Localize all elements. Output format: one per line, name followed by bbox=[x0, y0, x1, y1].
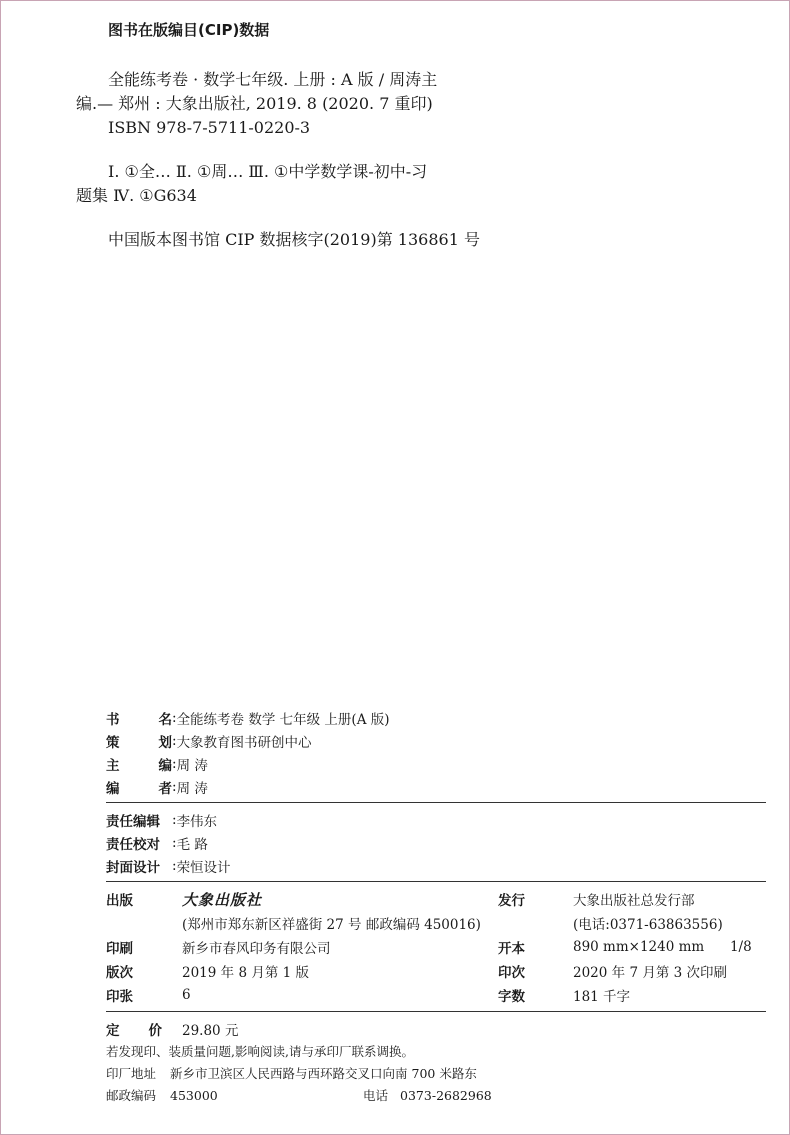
proofreader-value: 毛 路 bbox=[176, 836, 208, 853]
word-count-value: 181 千字 bbox=[573, 989, 631, 1005]
field-label: 邮政编码 bbox=[106, 1087, 157, 1103]
divider bbox=[106, 1011, 766, 1012]
field-label: 印厂地址 bbox=[106, 1065, 157, 1081]
footer-notes bbox=[106, 1040, 766, 1106]
cip-title: 图书在版编目(CIP)数据 bbox=[108, 21, 270, 39]
publisher-address: (郑州市郑东新区祥盛街 27 号 邮政编码 450016) bbox=[182, 917, 481, 933]
colophon bbox=[106, 706, 766, 1106]
chief-editor-value: 周 涛 bbox=[176, 757, 208, 774]
cip-classification: 题集 Ⅳ. ①G634 bbox=[76, 186, 197, 205]
responsible-editor-value: 李伟东 bbox=[176, 813, 218, 830]
cip-isbn: ISBN 978-7-5711-0220-3 bbox=[108, 118, 311, 137]
field-label: 发行 bbox=[498, 893, 525, 909]
field-label: 书 名 bbox=[106, 711, 172, 728]
editor-value: 周 涛 bbox=[176, 780, 208, 797]
quality-notice: 若发现印、装质量问题,影响阅读,请与承印厂联系调换。 bbox=[106, 1043, 414, 1059]
distributor-value: 大象出版社总发行部 bbox=[573, 893, 695, 909]
book-row: 编 者 : 周 涛 bbox=[106, 778, 208, 797]
factory-phone: 0373-2682968 bbox=[400, 1087, 492, 1103]
cip-line: 编.— 郑州 : 大象出版社, 2019. 8 (2020. 7 重印) bbox=[76, 94, 433, 113]
book-title-value: 全能练考卷 数学 七年级 上册(A 版) bbox=[176, 711, 390, 728]
divider bbox=[106, 802, 766, 803]
edition-value: 2019 年 8 月第 1 版 bbox=[182, 965, 309, 981]
field-label: 策 划 bbox=[106, 734, 172, 751]
editor-row: 责任编辑 : 李伟东 bbox=[106, 811, 218, 830]
printing-value: 2020 年 7 月第 3 次印刷 bbox=[573, 965, 727, 981]
format-value: 890 mm×1240 mm 1/8 bbox=[573, 939, 752, 955]
editor-row: 封面设计 : 荣恒设计 bbox=[106, 857, 231, 876]
field-label: 印张 bbox=[106, 989, 133, 1005]
price-value: 29.80 元 bbox=[182, 1022, 239, 1039]
cip-classification: Ⅰ. ①全… Ⅱ. ①周… Ⅲ. ①中学数学课-初中-习 bbox=[108, 162, 428, 181]
price-row bbox=[106, 1017, 766, 1040]
publisher-logo: 大象出版社 bbox=[182, 890, 263, 909]
factory-address-row bbox=[106, 1062, 766, 1084]
printer-value: 新乡市春风印务有限公司 bbox=[182, 941, 331, 957]
factory-address: 新乡市卫滨区人民西路与西环路交叉口向南 700 米路东 bbox=[170, 1065, 477, 1081]
field-label: 开本 bbox=[498, 941, 525, 957]
book-row: 书 名 : 全能练考卷 数学 七年级 上册(A 版) bbox=[106, 709, 390, 728]
field-label: 出版 bbox=[106, 893, 133, 909]
field-label: 定 价 bbox=[106, 1022, 162, 1039]
distributor-phone: (电话:0371-63863556) bbox=[573, 917, 723, 933]
cip-record-number: 中国版本图书馆 CIP 数据核字(2019)第 136861 号 bbox=[108, 230, 480, 249]
field-label: 责任校对 bbox=[106, 836, 160, 853]
cip-line: 全能练考卷 · 数学七年级. 上册 : A 版 / 周涛主 bbox=[108, 70, 438, 89]
planner-value: 大象教育图书研创中心 bbox=[176, 734, 312, 751]
field-label: 电话 bbox=[363, 1087, 389, 1103]
sheets-value: 6 bbox=[182, 987, 191, 1003]
field-label: 印次 bbox=[498, 965, 525, 981]
divider bbox=[106, 881, 766, 882]
field-label: 封面设计 bbox=[106, 859, 160, 876]
field-label: 版次 bbox=[106, 965, 133, 981]
factory-contact-row bbox=[106, 1084, 766, 1106]
editor-row: 责任校对 : 毛 路 bbox=[106, 834, 208, 853]
factory-zip: 453000 bbox=[170, 1087, 218, 1103]
field-label: 主 编 bbox=[106, 757, 172, 774]
cip-block bbox=[76, 18, 480, 252]
field-label: 编 者 bbox=[106, 780, 172, 797]
book-row: 策 划 : 大象教育图书研创中心 bbox=[106, 732, 312, 751]
field-label: 字数 bbox=[498, 989, 525, 1005]
book-row: 主 编 : 周 涛 bbox=[106, 755, 208, 774]
field-label: 责任编辑 bbox=[106, 813, 160, 830]
field-label: 印刷 bbox=[106, 941, 133, 957]
publication-info bbox=[106, 887, 766, 1007]
cover-design-value: 荣恒设计 bbox=[176, 859, 231, 876]
